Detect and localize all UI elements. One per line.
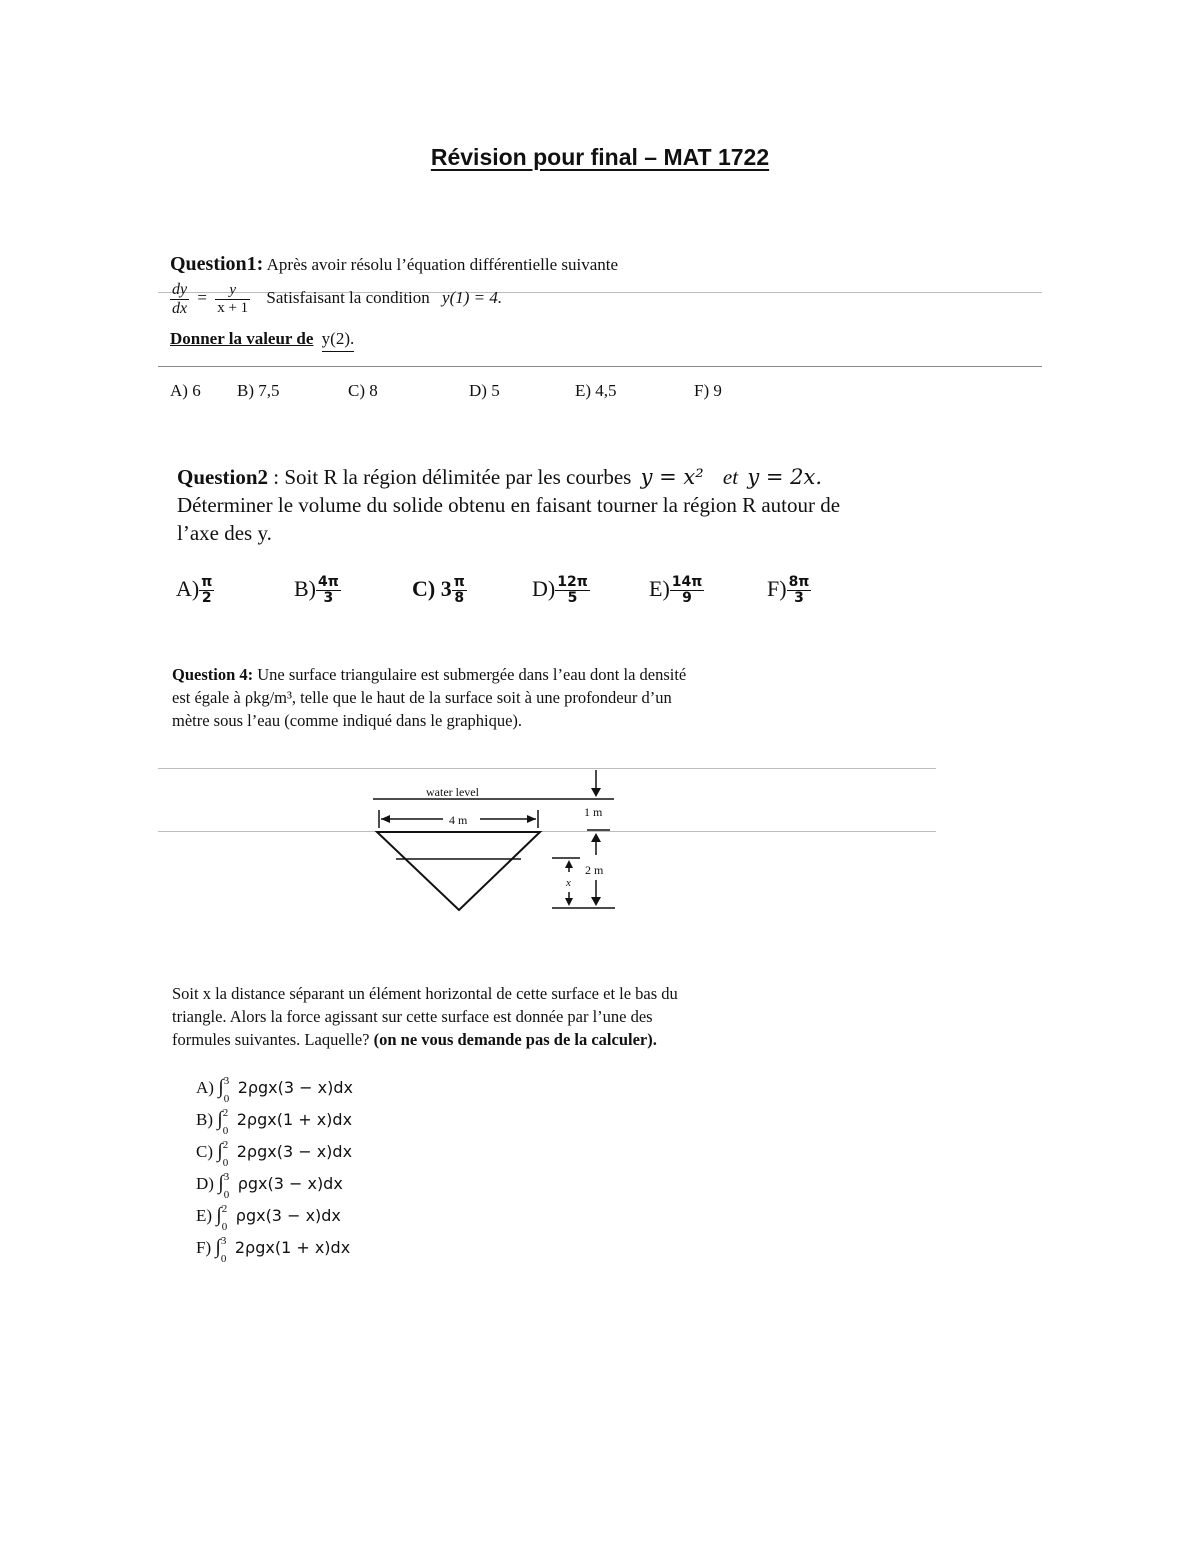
arrowhead-x-down bbox=[565, 898, 573, 906]
q1-equals: = bbox=[197, 288, 207, 307]
q2-option-d-label: D) bbox=[532, 575, 556, 601]
q4-para-3 bbox=[172, 1028, 657, 1052]
arrowhead-depth-down bbox=[591, 788, 601, 797]
q1-lhs-num: dy bbox=[172, 281, 188, 298]
formula-e-lower: 0 bbox=[221, 1221, 228, 1234]
formula-f-expr: 2ρgx(1 + x)dx bbox=[234, 1238, 351, 1257]
arrowhead-height-down bbox=[591, 897, 601, 906]
q2-option-f-num: 8π bbox=[788, 574, 810, 590]
integral-sign: ∫ bbox=[217, 1140, 223, 1162]
q2-curve2: y = 2x. bbox=[747, 465, 823, 489]
q1-rhs-num: y bbox=[215, 282, 250, 300]
q1-heading: Question1: bbox=[170, 253, 264, 275]
formula-f-lower: 0 bbox=[220, 1253, 227, 1266]
q2-option-e-den: 9 bbox=[682, 590, 692, 607]
formula-e-upper: 2 bbox=[221, 1203, 228, 1216]
q4-para-1: Soit x la distance séparant un élément horizontal de cette surface et le bas du bbox=[172, 984, 678, 1003]
q2-option-a-num: π bbox=[201, 574, 213, 590]
formula-b-upper: 2 bbox=[222, 1107, 229, 1120]
q2-option-f-den: 3 bbox=[794, 590, 804, 607]
q4-formula-a bbox=[196, 1075, 353, 1106]
q4-para3-bold: (on ne vous demande pas de la calculer). bbox=[373, 1030, 657, 1049]
arrowhead-depth-up bbox=[591, 833, 601, 842]
q1-condition-text: Satisfaisant la condition bbox=[266, 288, 430, 307]
q4-formula-b bbox=[196, 1107, 353, 1138]
q2-option-c-den: 8 bbox=[454, 590, 465, 607]
q1-ask-math: y(2). bbox=[322, 329, 355, 352]
x-label: x bbox=[566, 877, 571, 889]
formula-f-limits bbox=[220, 1235, 231, 1266]
q4-para-2: triangle. Alors la force agissant sur cette surface est donnée par l’une des bbox=[172, 1007, 653, 1026]
q2-option-e-num: 14π bbox=[671, 574, 703, 590]
q1-ask-label: Donner la valeur de bbox=[170, 329, 314, 348]
integral-sign: ∫ bbox=[218, 1172, 224, 1194]
page-title-text: Révision pour final – MAT 1722 bbox=[430, 144, 770, 170]
arrowhead-x-up bbox=[565, 860, 573, 868]
formula-c-upper: 2 bbox=[222, 1139, 229, 1152]
q2-option-e-label: E) bbox=[649, 575, 670, 601]
formula-d-expr: ρgx(3 − x)dx bbox=[237, 1174, 343, 1193]
q1-option-d: D) 5 bbox=[469, 381, 500, 400]
q2-option-c-label: C) 3 bbox=[412, 575, 452, 601]
formula-b-limits bbox=[222, 1107, 233, 1138]
q1-option-f: F) 9 bbox=[694, 381, 722, 400]
q1-rhs-den: x + 1 bbox=[217, 299, 249, 316]
formula-a-label: A) bbox=[196, 1078, 214, 1097]
q1-option-a: A) 6 bbox=[170, 381, 201, 400]
q1-intro: Après avoir résolu l’équation différentielle suivante bbox=[266, 255, 619, 274]
q1-lhs-den: dx bbox=[172, 299, 188, 317]
q2-option-a-den: 2 bbox=[201, 590, 212, 607]
triangle-plate bbox=[377, 832, 540, 910]
q1-option-b: B) 7,5 bbox=[237, 381, 280, 400]
formula-e-label: E) bbox=[196, 1206, 213, 1225]
formula-b-label: B) bbox=[196, 1110, 213, 1129]
integral-sign: ∫ bbox=[215, 1236, 221, 1258]
depth-label: 1 m bbox=[584, 805, 603, 819]
q2-option-d-den: 5 bbox=[567, 590, 578, 607]
q2-option-b-label: B) bbox=[294, 575, 316, 601]
formula-c-expr: 2ρgx(3 − x)dx bbox=[236, 1142, 353, 1161]
q4-line-3: mètre sous l’eau (comme indiqué dans le graphique). bbox=[172, 711, 523, 730]
q4-heading: Question 4: bbox=[172, 665, 254, 684]
q2-option-a-label: A) bbox=[176, 575, 200, 601]
q4-formula-e bbox=[196, 1203, 341, 1234]
formula-c-label: C) bbox=[196, 1142, 213, 1161]
formula-a-limits bbox=[223, 1075, 234, 1106]
formula-e-expr: ρgx(3 − x)dx bbox=[235, 1206, 341, 1225]
q2-heading: Question2 bbox=[177, 465, 269, 489]
q2-option-b-den: 3 bbox=[323, 590, 334, 607]
formula-f-upper: 3 bbox=[220, 1235, 227, 1248]
q4-line-2: est égale à ρkg/m³, telle que le haut de la surface soit à une profondeur d’un bbox=[172, 688, 672, 707]
q2-option-f-label: F) bbox=[767, 575, 787, 601]
width-label: 4 m bbox=[449, 813, 468, 827]
q4-para3-text: formules suivantes. Laquelle? bbox=[172, 1030, 370, 1049]
integral-sign: ∫ bbox=[218, 1076, 224, 1098]
height-label: 2 m bbox=[585, 863, 604, 877]
water-level-label: water level bbox=[426, 785, 479, 799]
formula-e-limits bbox=[221, 1203, 232, 1234]
formula-d-lower: 0 bbox=[223, 1189, 230, 1202]
integral-sign: ∫ bbox=[217, 1108, 223, 1130]
formula-b-lower: 0 bbox=[222, 1125, 229, 1138]
formula-d-upper: 3 bbox=[223, 1171, 230, 1184]
q2-line1: : Soit R la région délimitée par les courbes bbox=[273, 465, 632, 489]
q4-formula-c bbox=[196, 1139, 353, 1170]
q2-line-2: Déterminer le volume du solide obtenu en faisant tourner la région R autour de bbox=[177, 493, 841, 517]
q4-formula-f bbox=[196, 1235, 351, 1266]
q2-curve1: y = x² bbox=[640, 465, 704, 489]
q2-line-3: l’axe des y. bbox=[177, 521, 272, 545]
formula-c-limits bbox=[222, 1139, 233, 1170]
integral-sign: ∫ bbox=[216, 1204, 222, 1226]
q1-condition-math: y(1) = 4. bbox=[442, 288, 503, 307]
q1-option-c: C) 8 bbox=[348, 381, 378, 400]
q4-formula-d bbox=[196, 1171, 343, 1202]
q2-option-b-num: 4π bbox=[318, 574, 339, 590]
formula-f-label: F) bbox=[196, 1238, 212, 1257]
q2-option-d-num: 12π bbox=[557, 574, 588, 590]
formula-b-expr: 2ρgx(1 + x)dx bbox=[236, 1110, 353, 1129]
q1-option-e: E) 4,5 bbox=[575, 381, 617, 400]
formula-a-expr: 2ρgx(3 − x)dx bbox=[237, 1078, 353, 1097]
q4-line1-rest: Une surface triangulaire est submergée dans l’eau dont la densité bbox=[257, 665, 687, 684]
formula-d-label: D) bbox=[196, 1174, 214, 1193]
formula-d-limits bbox=[223, 1171, 234, 1202]
arrowhead-right bbox=[527, 815, 536, 823]
formula-a-lower: 0 bbox=[223, 1093, 230, 1106]
arrowhead-left bbox=[381, 815, 390, 823]
q2-and: et bbox=[722, 465, 739, 489]
formula-a-upper: 3 bbox=[223, 1075, 230, 1088]
q2-option-c-num: π bbox=[453, 574, 465, 590]
formula-c-lower: 0 bbox=[222, 1157, 229, 1170]
